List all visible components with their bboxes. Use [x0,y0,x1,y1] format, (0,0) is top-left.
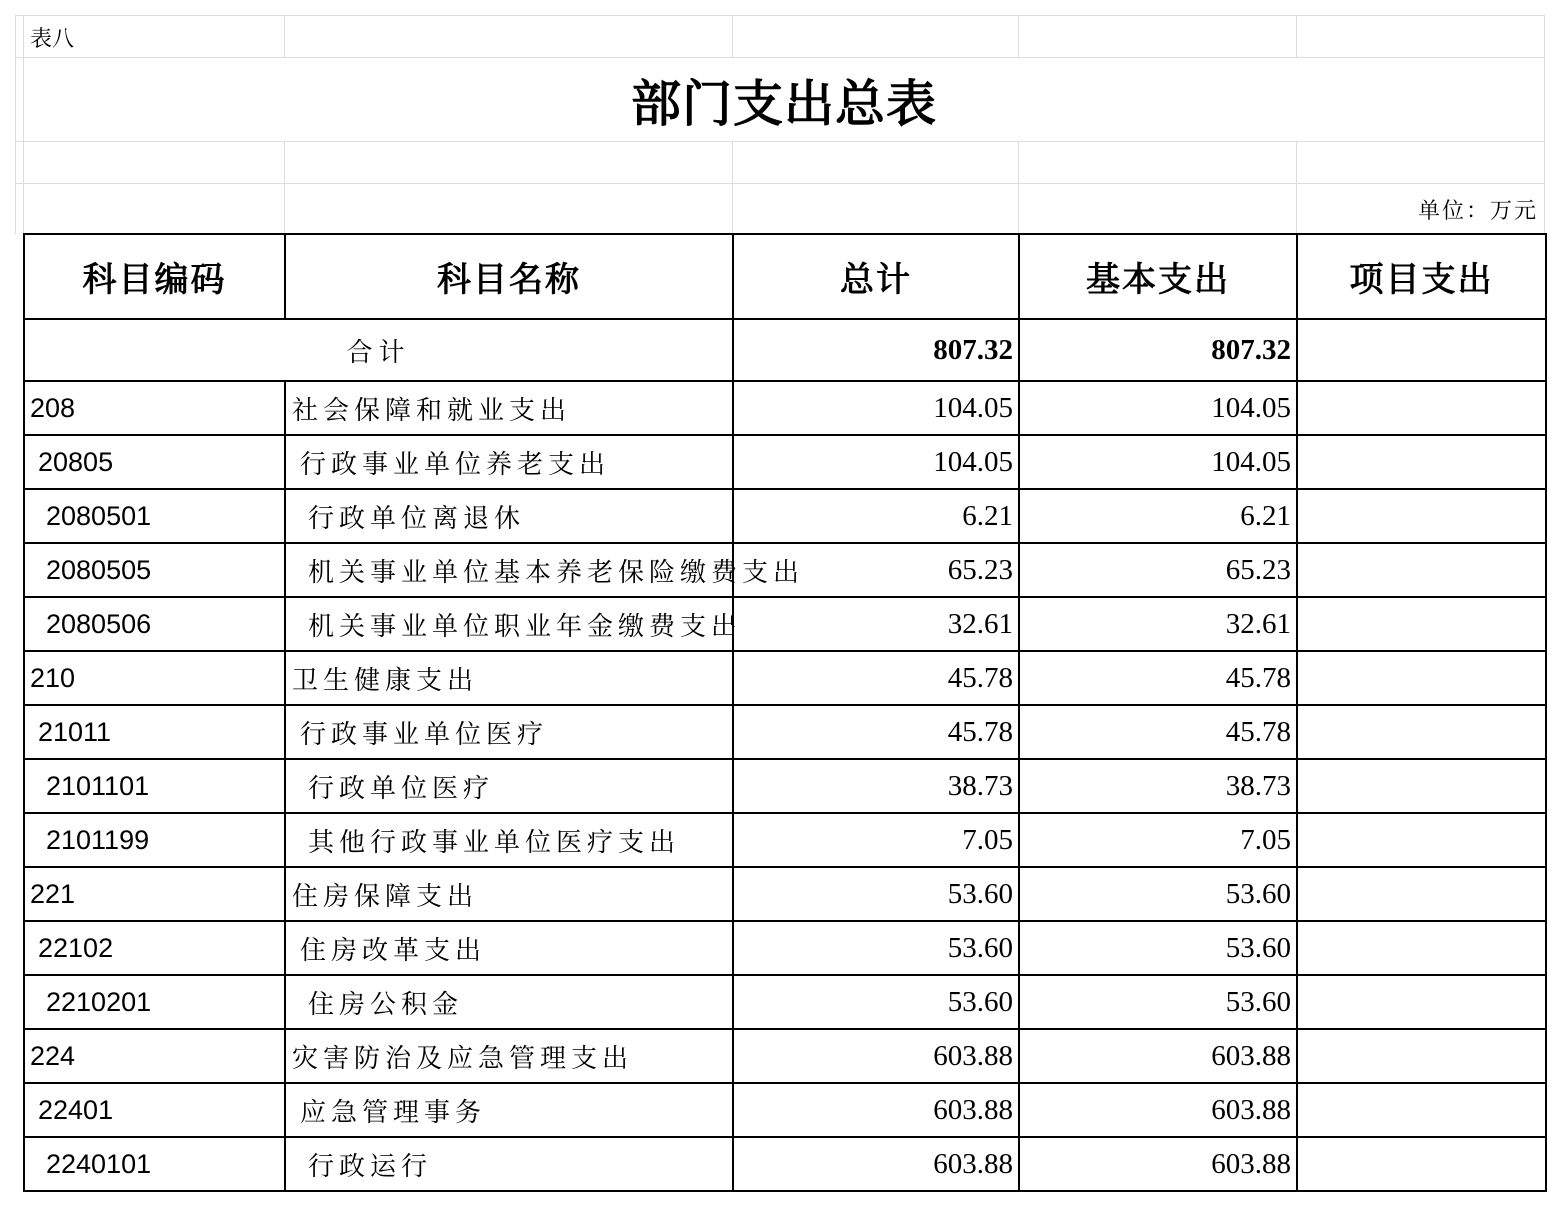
total-project [1297,319,1546,381]
row-name: 住房改革支出 [285,921,733,975]
row-basic: 104.05 [1019,381,1297,435]
row-total: 104.05 [733,381,1019,435]
row-total: 53.60 [733,867,1019,921]
total-basic: 807.32 [1019,319,1297,381]
table-row [24,1137,1546,1191]
row-basic: 603.88 [1019,1029,1297,1083]
row-total: 6.21 [733,489,1019,543]
row-total: 7.05 [733,813,1019,867]
row-basic: 603.88 [1019,1137,1297,1191]
row-total: 53.60 [733,921,1019,975]
row-project [1297,543,1546,597]
row-code: 20805 [24,435,285,489]
row-name: 机关事业单位职业年金缴费支出 [285,597,733,651]
header-project: 项目支出 [1297,234,1546,319]
table-row [24,1083,1546,1137]
row-basic: 45.78 [1019,705,1297,759]
row-name: 应急管理事务 [285,1083,733,1137]
row-total: 38.73 [733,759,1019,813]
row-code: 210 [24,651,285,705]
row-total: 603.88 [733,1137,1019,1191]
header-basic: 基本支出 [1019,234,1297,319]
row-total: 45.78 [733,705,1019,759]
gridline [15,141,1545,142]
gridline [1296,15,1297,57]
row-project [1297,813,1546,867]
row-basic: 38.73 [1019,759,1297,813]
row-name: 行政事业单位养老支出 [285,435,733,489]
row-basic: 6.21 [1019,489,1297,543]
row-basic: 53.60 [1019,867,1297,921]
row-code: 2240101 [24,1137,285,1191]
row-total: 32.61 [733,597,1019,651]
row-project [1297,381,1546,435]
row-project [1297,435,1546,489]
header-code: 科目编码 [24,234,285,319]
unit-label: 单位：万元 [1417,199,1538,224]
gridline [284,141,285,233]
row-code: 2210201 [24,975,285,1029]
row-project [1297,1137,1546,1191]
row-code: 2080505 [24,543,285,597]
total-row [24,319,1546,381]
row-code: 2080506 [24,597,285,651]
gridline [284,15,285,57]
table-row [24,921,1546,975]
gridline [1296,141,1297,233]
row-code: 22401 [24,1083,285,1137]
table-row [24,489,1546,543]
row-name: 行政单位离退休 [285,489,733,543]
row-basic: 104.05 [1019,435,1297,489]
table-row [24,867,1546,921]
sheet-label: 表八 [30,27,75,52]
row-project [1297,921,1546,975]
header-row [24,234,1546,319]
gridline [15,15,16,234]
total-label: 合计 [24,319,733,381]
row-basic: 7.05 [1019,813,1297,867]
page-title: 部门支出总表 [631,74,937,133]
row-code: 2101199 [24,813,285,867]
gridline [1544,15,1545,234]
row-code: 2080501 [24,489,285,543]
row-name: 机关事业单位基本养老保险缴费支出 [285,543,733,597]
row-name: 灾害防治及应急管理支出 [285,1029,733,1083]
row-code: 2101101 [24,759,285,813]
gridline [15,183,1545,184]
row-basic: 603.88 [1019,1083,1297,1137]
row-code: 221 [24,867,285,921]
row-name: 住房保障支出 [285,867,733,921]
row-name: 卫生健康支出 [285,651,733,705]
header-name: 科目名称 [285,234,733,319]
row-project [1297,867,1546,921]
row-project [1297,759,1546,813]
row-project [1297,597,1546,651]
row-basic: 45.78 [1019,651,1297,705]
row-basic: 65.23 [1019,543,1297,597]
row-code: 208 [24,381,285,435]
expenditure-table [23,233,1547,1192]
row-project [1297,651,1546,705]
row-project [1297,1083,1546,1137]
row-project [1297,1029,1546,1083]
table-row [24,435,1546,489]
table-row [24,381,1546,435]
row-basic: 53.60 [1019,975,1297,1029]
row-project [1297,975,1546,1029]
table-row [24,543,1546,597]
row-name: 住房公积金 [285,975,733,1029]
row-name: 行政运行 [285,1137,733,1191]
gridline [1018,141,1019,233]
row-code: 22102 [24,921,285,975]
row-total: 603.88 [733,1029,1019,1083]
gridline [732,15,733,57]
gridline [732,141,733,233]
row-total: 65.23 [733,543,1019,597]
row-total: 45.78 [733,651,1019,705]
row-name: 社会保障和就业支出 [285,381,733,435]
row-code: 224 [24,1029,285,1083]
table-row [24,705,1546,759]
row-name: 其他行政事业单位医疗支出 [285,813,733,867]
row-code: 21011 [24,705,285,759]
table-row [24,813,1546,867]
table-row [24,597,1546,651]
gridline [15,15,1545,16]
row-total: 104.05 [733,435,1019,489]
row-name: 行政单位医疗 [285,759,733,813]
row-total: 53.60 [733,975,1019,1029]
row-total: 603.88 [733,1083,1019,1137]
row-basic: 53.60 [1019,921,1297,975]
header-total: 总计 [733,234,1019,319]
gridline [15,57,1545,58]
table-row [24,975,1546,1029]
gridline [1018,15,1019,57]
row-name: 行政事业单位医疗 [285,705,733,759]
row-basic: 32.61 [1019,597,1297,651]
row-project [1297,705,1546,759]
row-project [1297,489,1546,543]
table-row [24,651,1546,705]
total-total: 807.32 [733,319,1019,381]
table-row [24,1029,1546,1083]
table-row [24,759,1546,813]
